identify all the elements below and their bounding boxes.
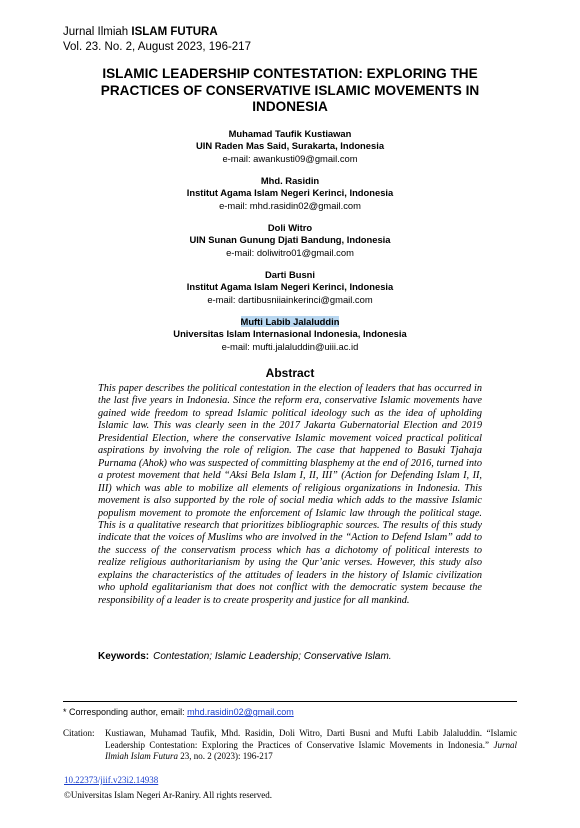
author-affiliation: Universitas Islam Internasional Indonesia, Indonesia xyxy=(173,328,407,340)
keywords-label: Keywords: xyxy=(98,651,150,662)
citation-text xyxy=(105,728,517,763)
author-name: Muhamad Taufik Kustiawan xyxy=(228,128,352,139)
author-email: e-mail: dartibusniiainkerinci@gmail.com xyxy=(207,293,373,305)
footnote-divider xyxy=(63,701,517,702)
author-block xyxy=(60,222,520,259)
doi-link[interactable]: 10.22373/jiif.v23i2.14938 xyxy=(64,775,159,785)
abstract-heading: Abstract xyxy=(265,366,315,380)
keywords xyxy=(98,651,392,662)
author-block xyxy=(60,316,520,353)
author-affiliation: UIN Raden Mas Said, Surakarta, Indonesia xyxy=(195,140,385,152)
citation-tail: 23, no. 2 (2023): 196-217 xyxy=(178,751,273,762)
journal-name-prefix: Jurnal Ilmiah xyxy=(63,26,132,38)
author-block xyxy=(60,269,520,306)
journal-issue: Vol. 23. No. 2, August 2023, 196-217 xyxy=(63,41,251,53)
author-affiliation: UIN Sunan Gunung Djati Bandung, Indonesia xyxy=(189,234,391,246)
copyright-notice: ©Universitas Islam Negeri Ar-Raniry. All rights reserved. xyxy=(64,790,273,800)
author-email: e-mail: doliwitro01@gmail.com xyxy=(226,246,354,258)
corresponding-author-note xyxy=(63,707,294,717)
title-line: ISLAMIC LEADERSHIP CONTESTATION: EXPLORING THE xyxy=(102,66,478,81)
author-block xyxy=(60,128,520,165)
author-email: e-mail: mhd.rasidin02@gmail.com xyxy=(219,199,361,211)
citation-label: Citation: xyxy=(63,728,95,738)
author-block xyxy=(60,175,520,212)
author-affiliation: Institut Agama Islam Negeri Kerinci, Indonesia xyxy=(186,281,394,293)
corresponding-prefix: * Corresponding author, email: xyxy=(63,707,188,717)
citation-journal: Jurnal Ilmiah Islam Futura xyxy=(105,739,517,762)
author-name-highlighted[interactable]: Mufti Labib Jalaluddin xyxy=(240,316,340,328)
journal-name-bold: ISLAM FUTURA xyxy=(131,26,218,38)
journal-name xyxy=(63,26,218,38)
author-name: Darti Busni xyxy=(264,269,315,281)
corresponding-email-link[interactable]: mhd.rasidin02@gmail.com xyxy=(187,707,294,717)
citation-block xyxy=(63,728,517,763)
author-name: Doli Witro xyxy=(267,222,313,234)
title-line: INDONESIA xyxy=(252,99,328,114)
citation-main: Kustiawan, Muhamad Taufik, Mhd. Rasidin, Doli Witro, Darti Busni and Mufti Labib Jalaluddin. “Islamic Leadership Contestation: Exploring the Practices of Conservative Islamic Movements in Indonesia.” xyxy=(105,728,517,750)
author-name: Mhd. Rasidin xyxy=(260,175,320,187)
author-email: e-mail: mufti.jalaluddin@uiii.ac.id xyxy=(221,340,359,352)
article-title xyxy=(70,66,510,116)
author-affiliation: Institut Agama Islam Negeri Kerinci, Indonesia xyxy=(186,187,394,199)
author-email: e-mail: awankusti09@gmail.com xyxy=(222,152,358,164)
abstract-text: This paper describes the political contestation in the election of leaders that has occurred in the last five years in Indonesia. Since the reform era, conservative Islamic movements have gained wide freedom to spread Islamic political ideology such as the idea of upholding Islamic law. This was clearly seen in the 2017 Jakarta Gubernatorial Election and 2019 Presidential Election, where the conservative Islamic movement voiced practical political aspirations by involving the role of religion. The case that happened to Basuki Tjahaja Purnama (Ahok) who was suspected of committing blasphemy at the end of 2016, turned into a protest movement that held “Aksi Bela Islam I, II, III” (Action for Defending Islam I, II, III) which was able to mobilize all elements of religious organizations in Indonesia. This movement is also supported by the role of social media which adds to the massive Islamic populism movement to promote the enforcement of Islamic law through the political stage. This is a qualitative research that prioritizes bibliographic sources. The results of this study indicate that the voices of Muslims who are involved in the “Action to Defend Islam” add to the success of the conservatism process which has a dichotomy of political interests to realize religious authoritarianism by using the Qur’anic verses. However, this study also explains the characteristics of the attitudes of leaders in the history of Islamic civilization who uphold egalitarianism that does not conflict with the democratic system because the responsibility of a leader is to create prosperity and justice for all mankind. xyxy=(98,383,482,606)
keywords-text: Contestation; Islamic Leadership; Conservative Islam. xyxy=(153,651,392,662)
author-list xyxy=(60,128,520,363)
title-line: PRACTICES OF CONSERVATIVE ISLAMIC MOVEMENTS IN xyxy=(100,82,480,98)
